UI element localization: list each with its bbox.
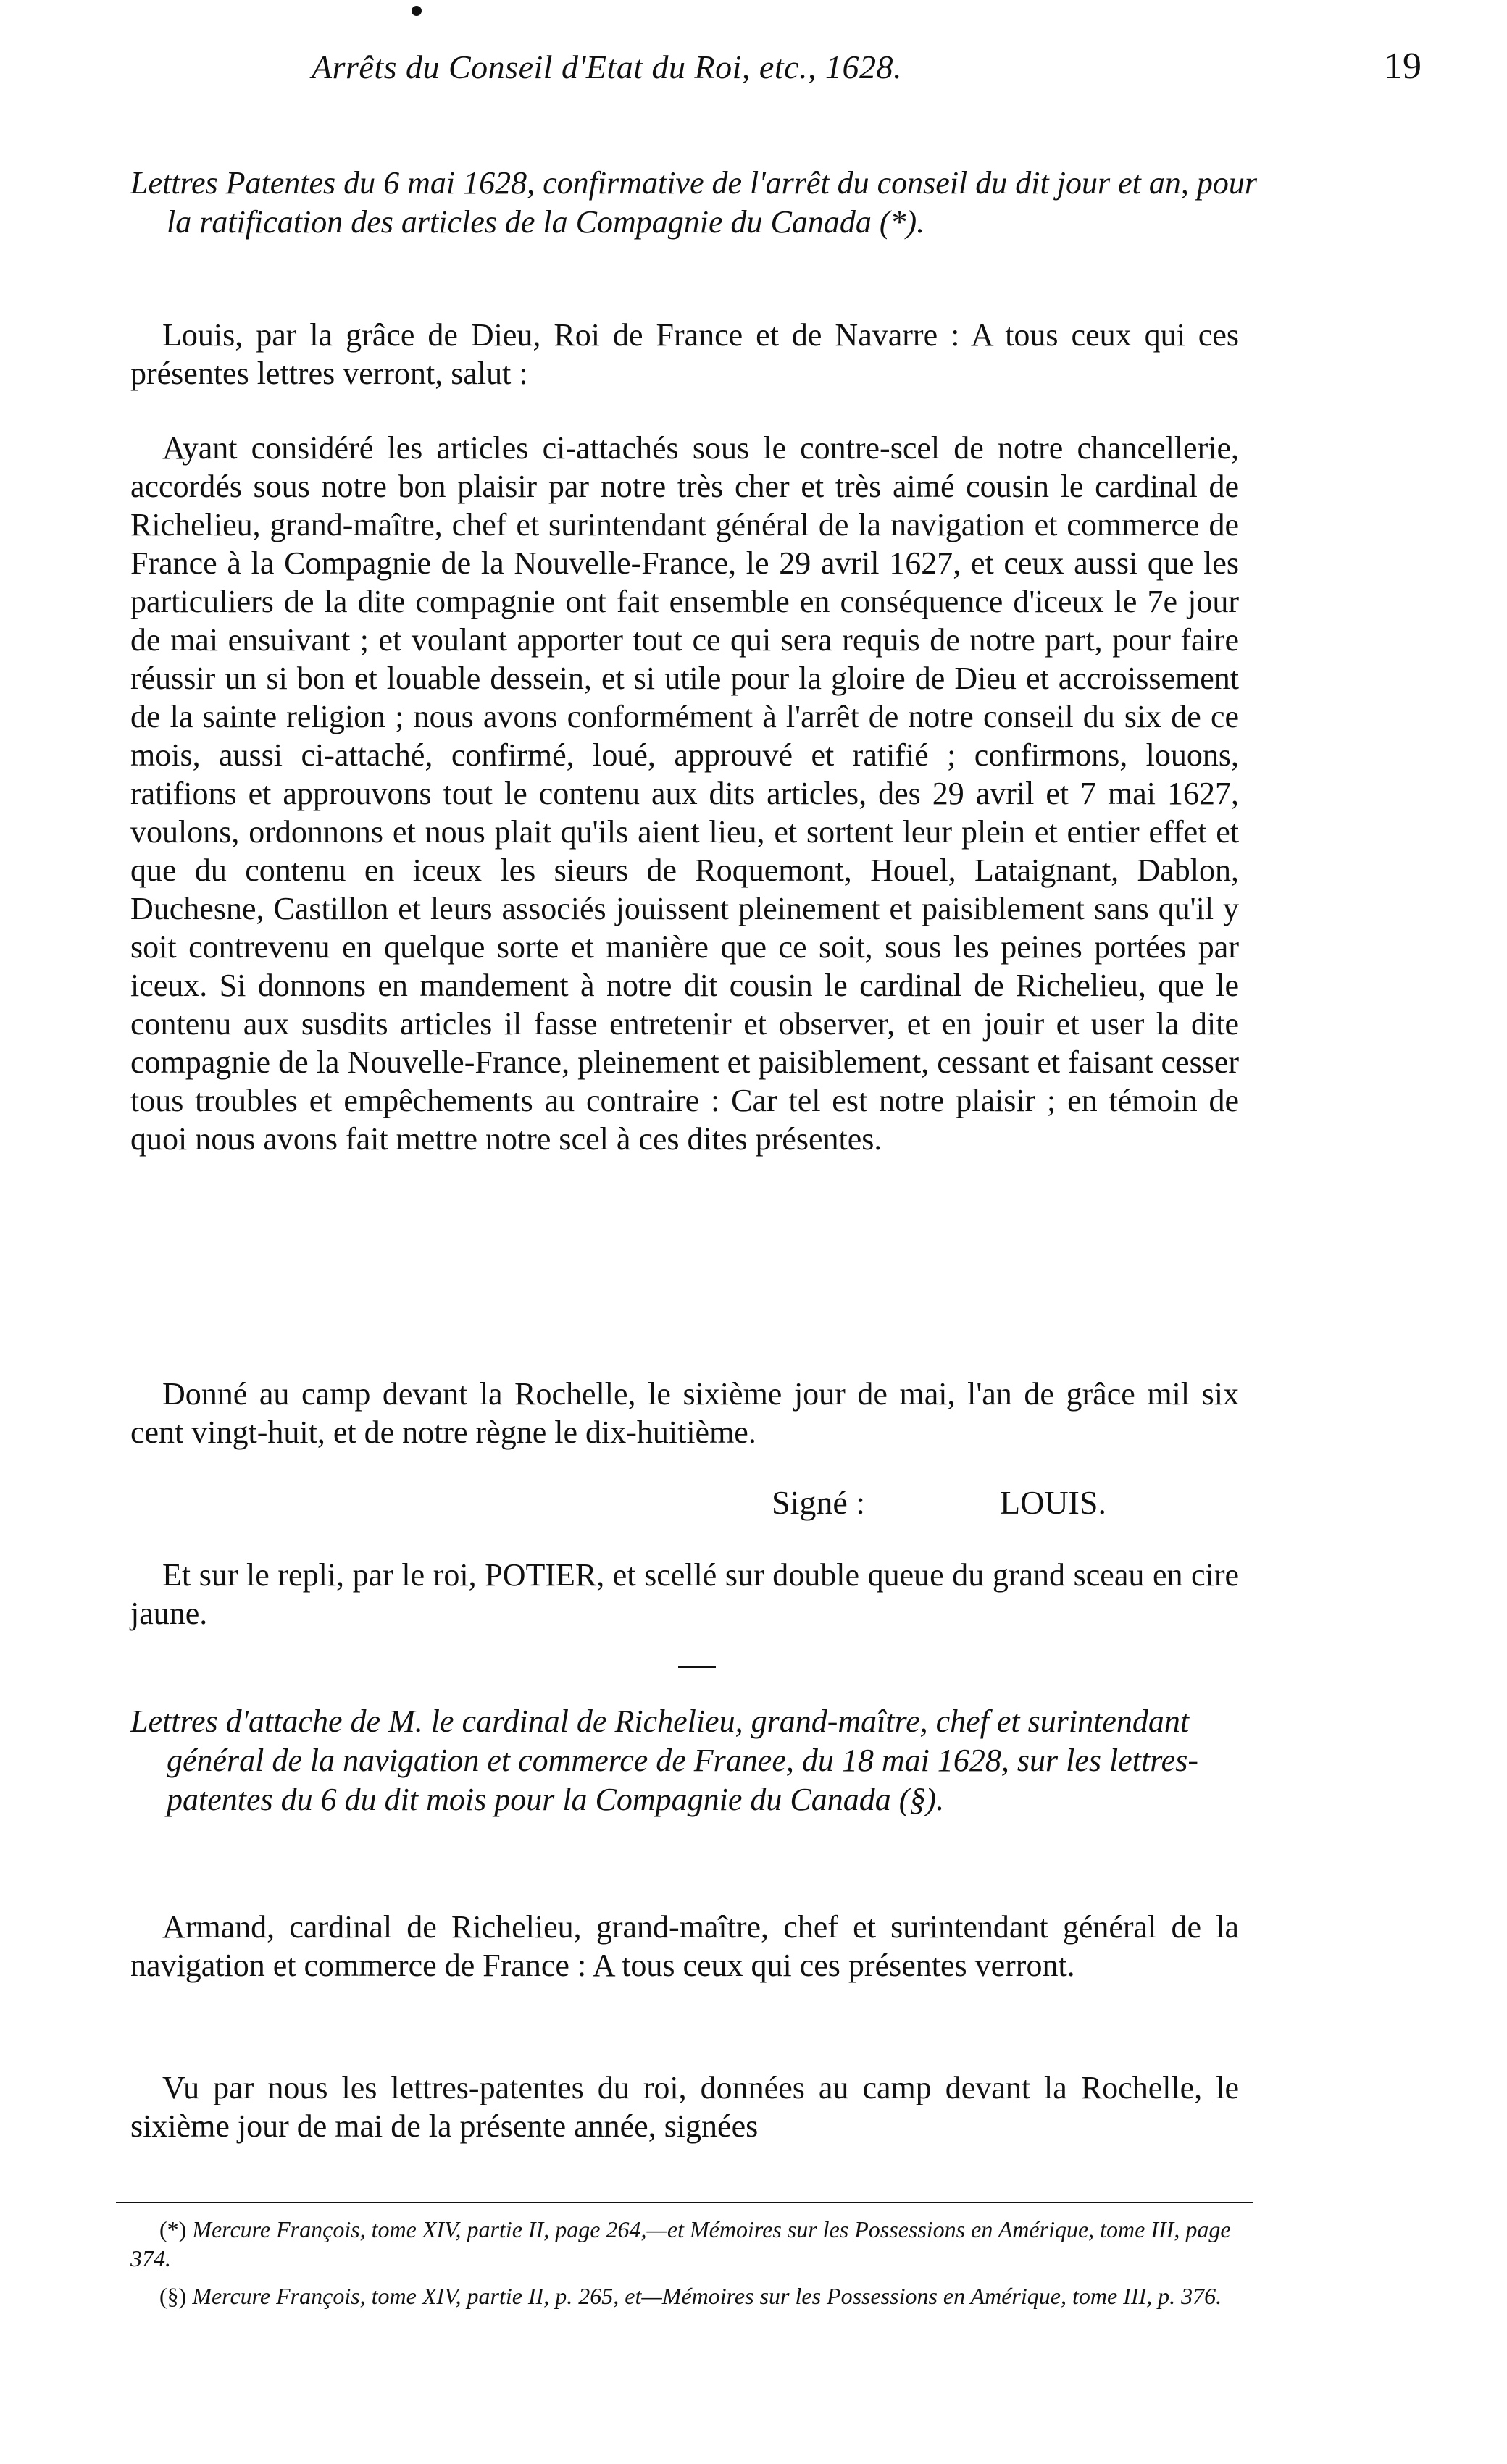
page-number: 19 — [1384, 46, 1422, 87]
footnote-1-mark: (*) — [159, 2216, 187, 2242]
section-divider — [678, 1666, 716, 1668]
running-head: Arrêts du Conseil d'Etat du Roi, etc., 1628. — [312, 49, 903, 85]
section1-repli: Et sur le repli, par le roi, POTIER, et scellé sur double queue du grand sceau en cire jaune. — [130, 1557, 1239, 1631]
section1-heading: Lettres Patentes du 6 mai 1628, confirmative de l'arrêt du conseil du dit jour et an, pour la ratification des articles de la Compagnie du Canada (*). — [130, 165, 1257, 240]
footnote-1 — [130, 2215, 1232, 2273]
section1-salutation: Louis, par la grâce de Dieu, Roi de France et de Navarre : A tous ceux qui ces présentes lettres verront, salut : — [130, 317, 1239, 391]
footnote-rule — [116, 2202, 1253, 2203]
ink-dot — [412, 6, 422, 16]
footnote-2 — [130, 2281, 1232, 2310]
section1-dating-clause: Donné au camp devant la Rochelle, le sixième jour de mai, l'an de grâce mil six cent vingt-huit, et de notre règne le dix-huitième. — [130, 1376, 1239, 1450]
footnote-1-text: Mercure François, tome XIV, partie II, page 264,—et Mémoires sur les Possessions en Amérique, tome III, page 374. — [130, 2216, 1231, 2271]
section2-salutation: Armand, cardinal de Richelieu, grand-maître, chef et surintendant général de la navigation et commerce de France : A tous ceux qui ces présentes verront. — [130, 1909, 1239, 1983]
footnote-2-text: Mercure François, tome XIV, partie II, p. 265, et—Mémoires sur les Possessions en Amérique, tome III, p. 376. — [192, 2283, 1222, 2309]
section2-body: Vu par nous les lettres-patentes du roi, données au camp devant la Rochelle, le sixième jour de mai de la présente année, signées — [130, 2070, 1239, 2144]
section2-heading: Lettres d'attache de M. le cardinal de Richelieu, grand-maître, chef et surintendant général de la navigation et commerce de Franee, du 18 mai 1628, sur les lettres-patentes du 6 du dit mois pour la Compagnie du Canada (§). — [130, 1704, 1198, 1817]
signature-name: LOUIS. — [1000, 1484, 1106, 1521]
section1-body: Ayant considéré les articles ci-attachés sous le contre-scel de notre chancellerie, accordés sous notre bon plaisir par notre très cher et très aimé cousin le cardinal de Richelieu, grand-maître, chef et surintendant général de la navigation et commerce de France à la Compagnie de la Nouvelle-France, le 29 avril 1627, et ceux aussi que les particuliers de la dite compagnie ont fait ensemble en conséquence d'iceux le 7e jour de mai ensuivant ; et voulant apporter tout ce qui sera requis de notre part, pour faire réussir un si bon et louable dessein, et si utile pour la gloire de Dieu et accroissement de la sainte religion ; nous avons conformément à l'arrêt de notre conseil du six de ce mois, aussi ci-attaché, confirmé, loué, approuvé et ratifié ; confirmons, louons, ratifions et approuvons tout le contenu aux dits articles, des 29 avril et 7 mai 1627, voulons, ordonnons et nous plait qu'ils aient lieu, et sortent leur plein et entier effet et que du contenu en iceux les sieurs de Roquemont, Houel, Lataignant, Dablon, Duchesne, Castillon et leurs associés jouissent pleinement et paisiblement sans qu'il y soit contrevenu en quelque sorte et manière que ce soit, sous les peines portées par iceux. Si donnons en mandement à notre dit cousin le cardinal de Richelieu, que le contenu aux susdits articles il fasse entretenir et observer, et en jouir et user la dite compagnie de la Nouvelle-France, pleinement et paisiblement, cessant et faisant cesser tous troubles et empêchements au contraire : Car tel est notre plaisir ; en témoin de quoi nous avons fait mettre notre scel à ces dites présentes. — [130, 430, 1239, 1157]
signature-label: Signé : — [772, 1484, 866, 1521]
footnote-2-mark: (§) — [159, 2283, 187, 2309]
